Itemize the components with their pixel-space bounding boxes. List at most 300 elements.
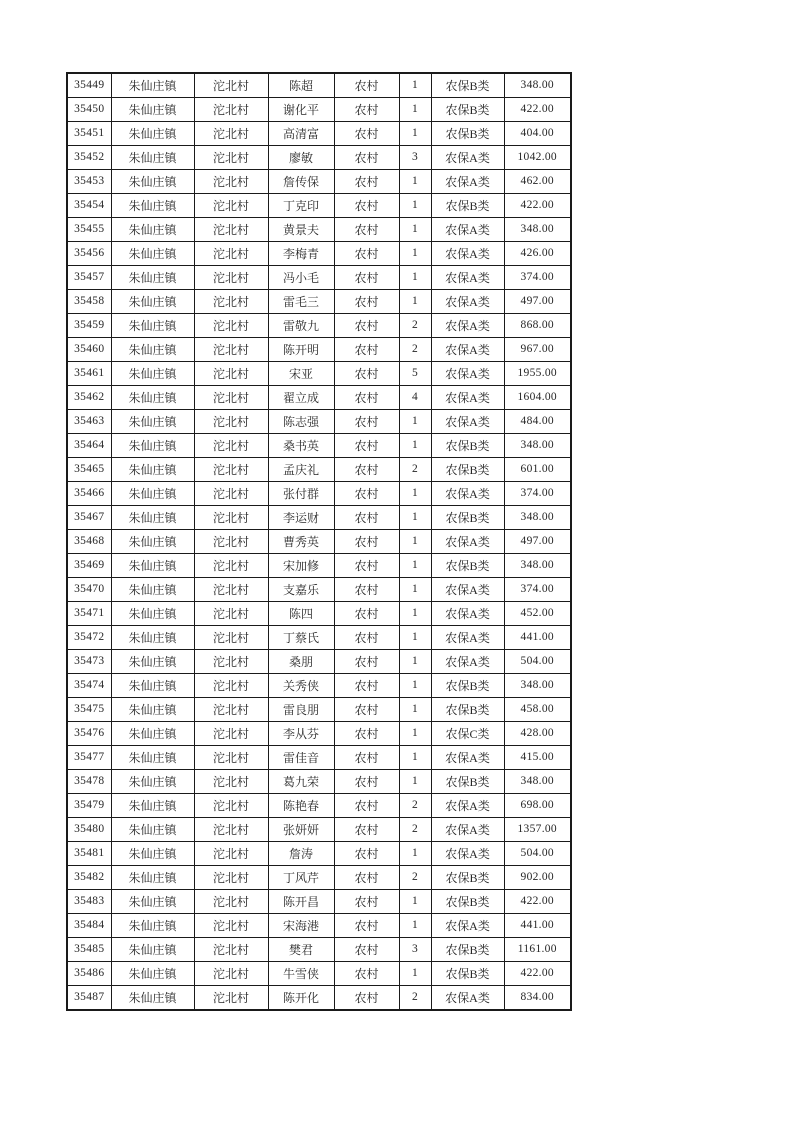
residence-type: 农村	[334, 386, 399, 410]
town: 朱仙庄镇	[111, 338, 194, 362]
village: 沱北村	[194, 506, 268, 530]
amount: 458.00	[504, 698, 571, 722]
residence-type: 农村	[334, 410, 399, 434]
table-row	[67, 890, 571, 914]
member-count: 1	[399, 698, 431, 722]
table-row	[67, 674, 571, 698]
town: 朱仙庄镇	[111, 914, 194, 938]
table-row	[67, 626, 571, 650]
village: 沱北村	[194, 266, 268, 290]
residence-type: 农村	[334, 146, 399, 170]
person-name: 桑朋	[268, 650, 334, 674]
insurance-category: 农保A类	[431, 818, 504, 842]
table-row	[67, 818, 571, 842]
member-count: 1	[399, 674, 431, 698]
table-row	[67, 746, 571, 770]
amount: 484.00	[504, 410, 571, 434]
amount: 415.00	[504, 746, 571, 770]
insurance-category: 农保B类	[431, 458, 504, 482]
village: 沱北村	[194, 218, 268, 242]
member-count: 2	[399, 794, 431, 818]
village: 沱北村	[194, 410, 268, 434]
residence-type: 农村	[334, 98, 399, 122]
village: 沱北村	[194, 938, 268, 962]
record-id: 35473	[67, 650, 111, 674]
person-name: 高清富	[268, 122, 334, 146]
person-name: 牛雪侠	[268, 962, 334, 986]
town: 朱仙庄镇	[111, 458, 194, 482]
amount: 422.00	[504, 98, 571, 122]
residence-type: 农村	[334, 770, 399, 794]
person-name: 支嘉乐	[268, 578, 334, 602]
person-name: 冯小毛	[268, 266, 334, 290]
village: 沱北村	[194, 146, 268, 170]
table-row	[67, 362, 571, 386]
amount: 348.00	[504, 73, 571, 98]
residence-type: 农村	[334, 602, 399, 626]
residence-type: 农村	[334, 722, 399, 746]
person-name: 桑书英	[268, 434, 334, 458]
member-count: 1	[399, 98, 431, 122]
village: 沱北村	[194, 482, 268, 506]
table-row	[67, 73, 571, 98]
amount: 504.00	[504, 842, 571, 866]
record-id: 35480	[67, 818, 111, 842]
town: 朱仙庄镇	[111, 650, 194, 674]
member-count: 1	[399, 626, 431, 650]
amount: 868.00	[504, 314, 571, 338]
insurance-category: 农保B类	[431, 434, 504, 458]
insurance-category: 农保A类	[431, 578, 504, 602]
town: 朱仙庄镇	[111, 674, 194, 698]
town: 朱仙庄镇	[111, 506, 194, 530]
residence-type: 农村	[334, 242, 399, 266]
town: 朱仙庄镇	[111, 626, 194, 650]
amount: 374.00	[504, 482, 571, 506]
town: 朱仙庄镇	[111, 698, 194, 722]
member-count: 2	[399, 338, 431, 362]
table-row	[67, 914, 571, 938]
member-count: 1	[399, 554, 431, 578]
village: 沱北村	[194, 314, 268, 338]
town: 朱仙庄镇	[111, 362, 194, 386]
residence-type: 农村	[334, 362, 399, 386]
village: 沱北村	[194, 242, 268, 266]
person-name: 宋亚	[268, 362, 334, 386]
record-id: 35453	[67, 170, 111, 194]
town: 朱仙庄镇	[111, 482, 194, 506]
record-id: 35478	[67, 770, 111, 794]
member-count: 2	[399, 818, 431, 842]
village: 沱北村	[194, 194, 268, 218]
insurance-category: 农保B类	[431, 194, 504, 218]
record-id: 35487	[67, 986, 111, 1011]
insurance-category: 农保A类	[431, 314, 504, 338]
member-count: 2	[399, 986, 431, 1011]
table-row	[67, 770, 571, 794]
table-row	[67, 410, 571, 434]
member-count: 1	[399, 602, 431, 626]
person-name: 李梅青	[268, 242, 334, 266]
records-table-body	[67, 73, 571, 1010]
insurance-category: 农保B类	[431, 506, 504, 530]
town: 朱仙庄镇	[111, 842, 194, 866]
person-name: 陈开昌	[268, 890, 334, 914]
record-id: 35449	[67, 73, 111, 98]
table-row	[67, 146, 571, 170]
amount: 422.00	[504, 962, 571, 986]
town: 朱仙庄镇	[111, 194, 194, 218]
amount: 426.00	[504, 242, 571, 266]
residence-type: 农村	[334, 554, 399, 578]
insurance-category: 农保A类	[431, 218, 504, 242]
record-id: 35466	[67, 482, 111, 506]
record-id: 35465	[67, 458, 111, 482]
person-name: 丁克印	[268, 194, 334, 218]
insurance-category: 农保A类	[431, 290, 504, 314]
record-id: 35481	[67, 842, 111, 866]
insurance-category: 农保A类	[431, 794, 504, 818]
member-count: 1	[399, 746, 431, 770]
person-name: 雷良朋	[268, 698, 334, 722]
residence-type: 农村	[334, 626, 399, 650]
person-name: 雷佳音	[268, 746, 334, 770]
record-id: 35476	[67, 722, 111, 746]
village: 沱北村	[194, 530, 268, 554]
residence-type: 农村	[334, 73, 399, 98]
amount: 601.00	[504, 458, 571, 482]
village: 沱北村	[194, 794, 268, 818]
village: 沱北村	[194, 578, 268, 602]
record-id: 35470	[67, 578, 111, 602]
amount: 348.00	[504, 434, 571, 458]
residence-type: 农村	[334, 266, 399, 290]
village: 沱北村	[194, 122, 268, 146]
insurance-category: 农保B类	[431, 674, 504, 698]
record-id: 35477	[67, 746, 111, 770]
record-id: 35456	[67, 242, 111, 266]
member-count: 1	[399, 73, 431, 98]
town: 朱仙庄镇	[111, 986, 194, 1011]
village: 沱北村	[194, 602, 268, 626]
residence-type: 农村	[334, 338, 399, 362]
residence-type: 农村	[334, 746, 399, 770]
amount: 902.00	[504, 866, 571, 890]
member-count: 1	[399, 194, 431, 218]
table-row	[67, 866, 571, 890]
person-name: 葛九荣	[268, 770, 334, 794]
amount: 698.00	[504, 794, 571, 818]
amount: 422.00	[504, 890, 571, 914]
town: 朱仙庄镇	[111, 146, 194, 170]
insurance-category: 农保A类	[431, 842, 504, 866]
insurance-category: 农保A类	[431, 482, 504, 506]
amount: 452.00	[504, 602, 571, 626]
residence-type: 农村	[334, 218, 399, 242]
insurance-category: 农保A类	[431, 410, 504, 434]
person-name: 陈艳春	[268, 794, 334, 818]
record-id: 35474	[67, 674, 111, 698]
insurance-category: 农保A类	[431, 170, 504, 194]
town: 朱仙庄镇	[111, 290, 194, 314]
insurance-category: 农保B类	[431, 962, 504, 986]
person-name: 张付群	[268, 482, 334, 506]
insurance-category: 农保B类	[431, 698, 504, 722]
member-count: 1	[399, 482, 431, 506]
record-id: 35463	[67, 410, 111, 434]
amount: 504.00	[504, 650, 571, 674]
amount: 374.00	[504, 578, 571, 602]
amount: 1955.00	[504, 362, 571, 386]
amount: 834.00	[504, 986, 571, 1011]
insurance-category: 农保B类	[431, 98, 504, 122]
village: 沱北村	[194, 98, 268, 122]
person-name: 李从芬	[268, 722, 334, 746]
village: 沱北村	[194, 434, 268, 458]
amount: 1604.00	[504, 386, 571, 410]
town: 朱仙庄镇	[111, 434, 194, 458]
insurance-category: 农保A类	[431, 362, 504, 386]
amount: 348.00	[504, 770, 571, 794]
amount: 462.00	[504, 170, 571, 194]
town: 朱仙庄镇	[111, 266, 194, 290]
table-row	[67, 722, 571, 746]
village: 沱北村	[194, 770, 268, 794]
record-id: 35451	[67, 122, 111, 146]
member-count: 1	[399, 122, 431, 146]
town: 朱仙庄镇	[111, 410, 194, 434]
person-name: 黄景夫	[268, 218, 334, 242]
insurance-category: 农保A类	[431, 986, 504, 1011]
table-row	[67, 842, 571, 866]
table-row	[67, 458, 571, 482]
residence-type: 农村	[334, 842, 399, 866]
person-name: 詹传保	[268, 170, 334, 194]
town: 朱仙庄镇	[111, 578, 194, 602]
member-count: 1	[399, 914, 431, 938]
record-id: 35464	[67, 434, 111, 458]
record-id: 35469	[67, 554, 111, 578]
residence-type: 农村	[334, 650, 399, 674]
person-name: 翟立成	[268, 386, 334, 410]
amount: 441.00	[504, 914, 571, 938]
member-count: 1	[399, 290, 431, 314]
person-name: 雷敬九	[268, 314, 334, 338]
table-row	[67, 530, 571, 554]
insurance-category: 农保B类	[431, 73, 504, 98]
insurance-category: 农保A类	[431, 266, 504, 290]
table-row	[67, 506, 571, 530]
insurance-category: 农保A类	[431, 626, 504, 650]
member-count: 3	[399, 938, 431, 962]
record-id: 35455	[67, 218, 111, 242]
record-id: 35460	[67, 338, 111, 362]
member-count: 1	[399, 506, 431, 530]
member-count: 3	[399, 146, 431, 170]
village: 沱北村	[194, 290, 268, 314]
person-name: 宋加修	[268, 554, 334, 578]
residence-type: 农村	[334, 578, 399, 602]
village: 沱北村	[194, 866, 268, 890]
person-name: 陈志强	[268, 410, 334, 434]
record-id: 35454	[67, 194, 111, 218]
record-id: 35482	[67, 866, 111, 890]
town: 朱仙庄镇	[111, 818, 194, 842]
village: 沱北村	[194, 890, 268, 914]
table-row	[67, 98, 571, 122]
village: 沱北村	[194, 170, 268, 194]
insurance-category: 农保B类	[431, 554, 504, 578]
residence-type: 农村	[334, 866, 399, 890]
amount: 1357.00	[504, 818, 571, 842]
record-id: 35461	[67, 362, 111, 386]
residence-type: 农村	[334, 914, 399, 938]
record-id: 35475	[67, 698, 111, 722]
record-id: 35457	[67, 266, 111, 290]
residence-type: 农村	[334, 194, 399, 218]
insurance-category: 农保C类	[431, 722, 504, 746]
table-row	[67, 962, 571, 986]
table-row	[67, 578, 571, 602]
amount: 967.00	[504, 338, 571, 362]
residence-type: 农村	[334, 962, 399, 986]
person-name: 樊君	[268, 938, 334, 962]
town: 朱仙庄镇	[111, 170, 194, 194]
amount: 497.00	[504, 290, 571, 314]
record-id: 35452	[67, 146, 111, 170]
town: 朱仙庄镇	[111, 938, 194, 962]
residence-type: 农村	[334, 530, 399, 554]
amount: 422.00	[504, 194, 571, 218]
town: 朱仙庄镇	[111, 218, 194, 242]
table-row	[67, 602, 571, 626]
town: 朱仙庄镇	[111, 386, 194, 410]
insurance-category: 农保B类	[431, 770, 504, 794]
member-count: 2	[399, 458, 431, 482]
record-id: 35459	[67, 314, 111, 338]
record-id: 35471	[67, 602, 111, 626]
table-row	[67, 434, 571, 458]
record-id: 35486	[67, 962, 111, 986]
table-row	[67, 194, 571, 218]
person-name: 陈超	[268, 73, 334, 98]
record-id: 35483	[67, 890, 111, 914]
person-name: 雷毛三	[268, 290, 334, 314]
table-row	[67, 650, 571, 674]
insurance-category: 农保A类	[431, 602, 504, 626]
town: 朱仙庄镇	[111, 866, 194, 890]
village: 沱北村	[194, 818, 268, 842]
record-id: 35479	[67, 794, 111, 818]
town: 朱仙庄镇	[111, 602, 194, 626]
member-count: 2	[399, 866, 431, 890]
village: 沱北村	[194, 554, 268, 578]
member-count: 1	[399, 434, 431, 458]
village: 沱北村	[194, 626, 268, 650]
table-row	[67, 290, 571, 314]
insurance-category: 农保A类	[431, 338, 504, 362]
person-name: 陈开化	[268, 986, 334, 1011]
village: 沱北村	[194, 746, 268, 770]
record-id: 35467	[67, 506, 111, 530]
amount: 348.00	[504, 674, 571, 698]
person-name: 廖敏	[268, 146, 334, 170]
member-count: 1	[399, 218, 431, 242]
table-row	[67, 386, 571, 410]
insurance-category: 农保A类	[431, 650, 504, 674]
town: 朱仙庄镇	[111, 242, 194, 266]
village: 沱北村	[194, 986, 268, 1011]
residence-type: 农村	[334, 458, 399, 482]
residence-type: 农村	[334, 674, 399, 698]
record-id: 35468	[67, 530, 111, 554]
town: 朱仙庄镇	[111, 770, 194, 794]
town: 朱仙庄镇	[111, 314, 194, 338]
village: 沱北村	[194, 386, 268, 410]
amount: 428.00	[504, 722, 571, 746]
table-row	[67, 218, 571, 242]
person-name: 曹秀英	[268, 530, 334, 554]
person-name: 孟庆礼	[268, 458, 334, 482]
village: 沱北村	[194, 73, 268, 98]
village: 沱北村	[194, 362, 268, 386]
member-count: 1	[399, 530, 431, 554]
town: 朱仙庄镇	[111, 98, 194, 122]
town: 朱仙庄镇	[111, 122, 194, 146]
residence-type: 农村	[334, 290, 399, 314]
member-count: 1	[399, 650, 431, 674]
town: 朱仙庄镇	[111, 530, 194, 554]
residence-type: 农村	[334, 986, 399, 1011]
person-name: 关秀侠	[268, 674, 334, 698]
town: 朱仙庄镇	[111, 890, 194, 914]
insurance-category: 农保B类	[431, 866, 504, 890]
record-id: 35450	[67, 98, 111, 122]
residence-type: 农村	[334, 122, 399, 146]
record-id: 35462	[67, 386, 111, 410]
table-row	[67, 314, 571, 338]
village: 沱北村	[194, 338, 268, 362]
table-row	[67, 338, 571, 362]
residence-type: 农村	[334, 170, 399, 194]
residence-type: 农村	[334, 890, 399, 914]
insurance-category: 农保A类	[431, 242, 504, 266]
member-count: 1	[399, 170, 431, 194]
town: 朱仙庄镇	[111, 73, 194, 98]
record-id: 35485	[67, 938, 111, 962]
table-row	[67, 122, 571, 146]
village: 沱北村	[194, 914, 268, 938]
village: 沱北村	[194, 650, 268, 674]
person-name: 陈开明	[268, 338, 334, 362]
person-name: 宋海港	[268, 914, 334, 938]
town: 朱仙庄镇	[111, 962, 194, 986]
town: 朱仙庄镇	[111, 722, 194, 746]
insurance-category: 农保B类	[431, 890, 504, 914]
member-count: 1	[399, 842, 431, 866]
residence-type: 农村	[334, 794, 399, 818]
amount: 441.00	[504, 626, 571, 650]
residence-type: 农村	[334, 434, 399, 458]
residence-type: 农村	[334, 698, 399, 722]
insurance-category: 农保A类	[431, 746, 504, 770]
table-row	[67, 554, 571, 578]
village: 沱北村	[194, 674, 268, 698]
person-name: 陈四	[268, 602, 334, 626]
records-table	[66, 72, 572, 1011]
person-name: 丁蔡氏	[268, 626, 334, 650]
insurance-category: 农保A类	[431, 530, 504, 554]
